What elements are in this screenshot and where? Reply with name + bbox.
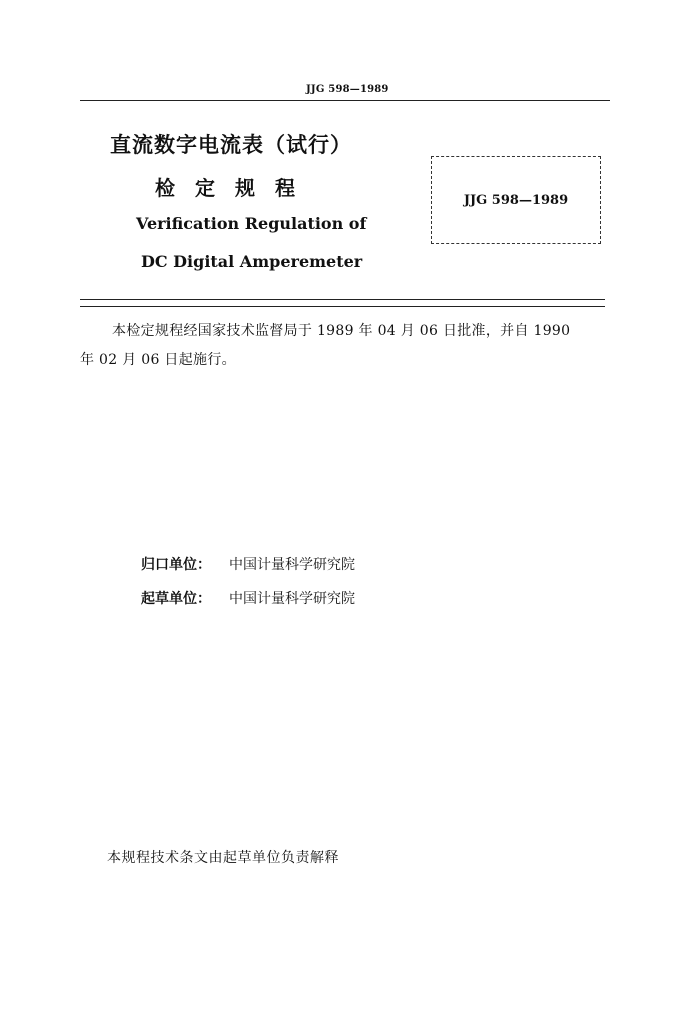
- standard-code-box-label: JJG 598—1989: [463, 193, 569, 208]
- drafting-unit-value: 中国计量科学研究院: [229, 591, 355, 607]
- middle-divider-upper: [80, 299, 605, 300]
- title-regulation-type: 检定规程: [155, 176, 315, 200]
- standard-code-box: [431, 156, 601, 244]
- responsible-unit-row: [141, 554, 355, 574]
- responsible-unit-value: 中国计量科学研究院: [229, 557, 355, 573]
- title-chinese: 直流数字电流表（试行）: [110, 133, 352, 157]
- middle-divider-lower: [80, 306, 605, 307]
- top-divider: [80, 100, 610, 101]
- approval-statement-line1: 本检定规程经国家技术监督局于 1989 年 04 月 06 日批准，并自 1990: [112, 323, 571, 339]
- approval-statement-line2: 年 02 月 06 日起施行。: [80, 352, 236, 368]
- drafting-unit-row: [141, 588, 355, 608]
- header-standard-code: JJG 598—1989: [306, 84, 389, 95]
- responsible-unit-label: 归口单位：: [141, 557, 211, 573]
- drafting-unit-label: 起草单位：: [141, 591, 211, 607]
- interpretation-note: 本规程技术条文由起草单位负责解释: [107, 850, 339, 866]
- title-english-line2: DC Digital Amperemeter: [141, 252, 363, 271]
- title-english-line1: Verification Regulation of: [136, 214, 367, 233]
